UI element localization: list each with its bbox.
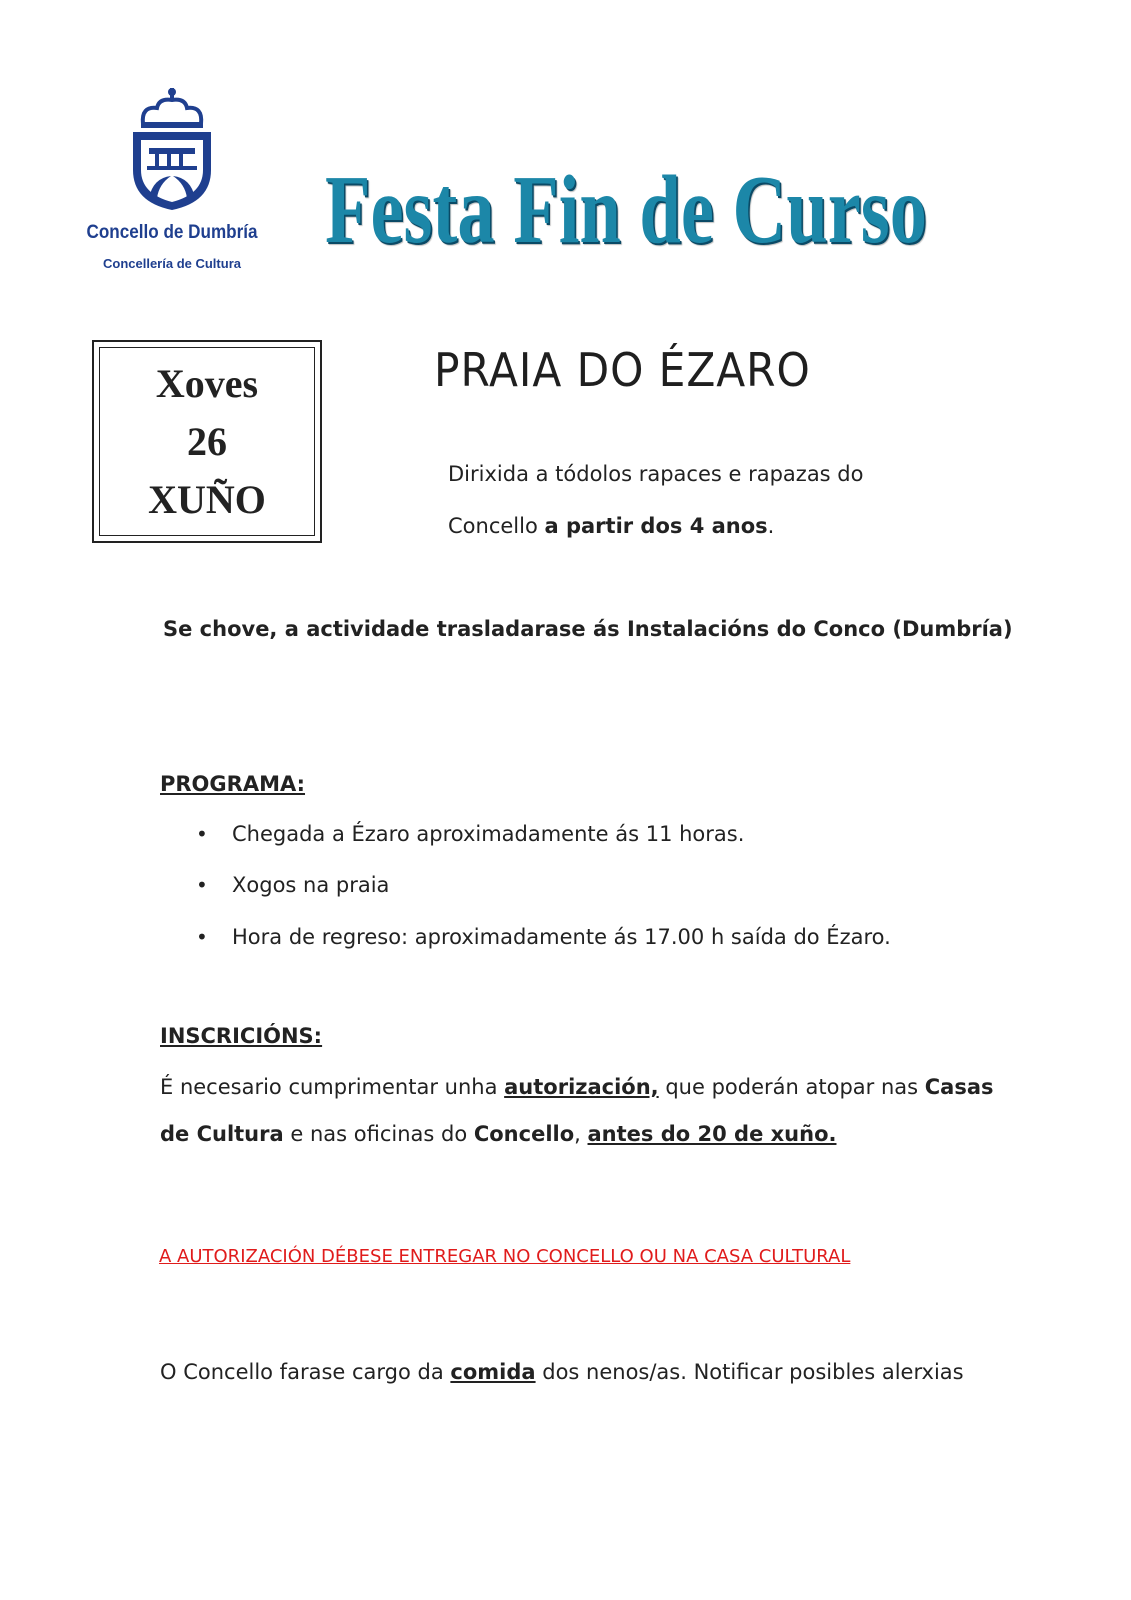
intro-text: Concello [448, 514, 545, 538]
notice-text: A AUTORIZACIÓN DÉBESE ENTREGAR NO CONCELLO OU NA CASA CULTURAL [159, 1246, 851, 1267]
date-weekday: Xoves [155, 361, 259, 406]
list-item-text: Hora de regreso: aproximadamente ás 17.00 h saída do Ézaro. [232, 925, 891, 949]
org-name: Concello de Dumbría [86, 222, 258, 243]
list-item [196, 873, 389, 897]
page-title: Festa Fin de Curso [325, 156, 928, 264]
intro-line-1: Dirixida a tódolos rapaces e rapazas do [448, 462, 864, 486]
inscricions-line-1 [160, 1075, 994, 1099]
intro-line-2 [448, 514, 774, 538]
autorizacion-link: autorización, [504, 1075, 659, 1099]
date-box [92, 340, 322, 543]
list-item [196, 822, 744, 846]
org-department: Concellería de Cultura [103, 256, 241, 271]
bullet-icon: • [196, 925, 208, 949]
bullet-icon: • [196, 822, 208, 846]
programa-heading: PROGRAMA: [160, 772, 306, 796]
inscricions-text: É necesario cumprimentar unha [160, 1075, 505, 1099]
list-item-text: Xogos na praia [232, 873, 390, 897]
inscricions-cultura: de Cultura [160, 1122, 284, 1146]
inscricions-comma: , [574, 1122, 588, 1146]
date-box-frame [99, 347, 315, 536]
inscricions-casas: Casas [924, 1075, 994, 1099]
list-item-text: Chegada a Ézaro aproximadamente ás 11 horas. [232, 822, 745, 846]
inscricions-deadline: antes do 20 de xuño. [587, 1122, 837, 1146]
rain-note: Se chove, a actividade trasladarase ás Instalacións do Conco (Dumbría) [163, 617, 1013, 641]
food-text: O Concello farase cargo da [160, 1360, 451, 1384]
food-text: dos nenos/as. Notificar posibles alerxias [535, 1360, 964, 1384]
inscricions-heading: INSCRICIÓNS: [160, 1024, 323, 1048]
location-heading: PRAIA DO ÉZARO [434, 343, 811, 397]
inscricions-concello: Concello [473, 1122, 575, 1146]
inscricions-text: que poderán atopar nas [658, 1075, 925, 1099]
inscricions-text: e nas oficinas do [283, 1122, 474, 1146]
food-note [160, 1360, 964, 1384]
food-comida: comida [450, 1360, 536, 1384]
logo-block [72, 86, 272, 286]
inscricions-line-2 [160, 1122, 836, 1146]
list-item [196, 925, 891, 949]
intro-age: a partir dos 4 anos [544, 514, 768, 538]
date-month: XUÑO [148, 477, 266, 522]
coat-of-arms-icon [129, 86, 215, 212]
date-day: 26 [187, 419, 227, 464]
intro-period: . [767, 514, 775, 538]
bullet-icon: • [196, 873, 208, 897]
